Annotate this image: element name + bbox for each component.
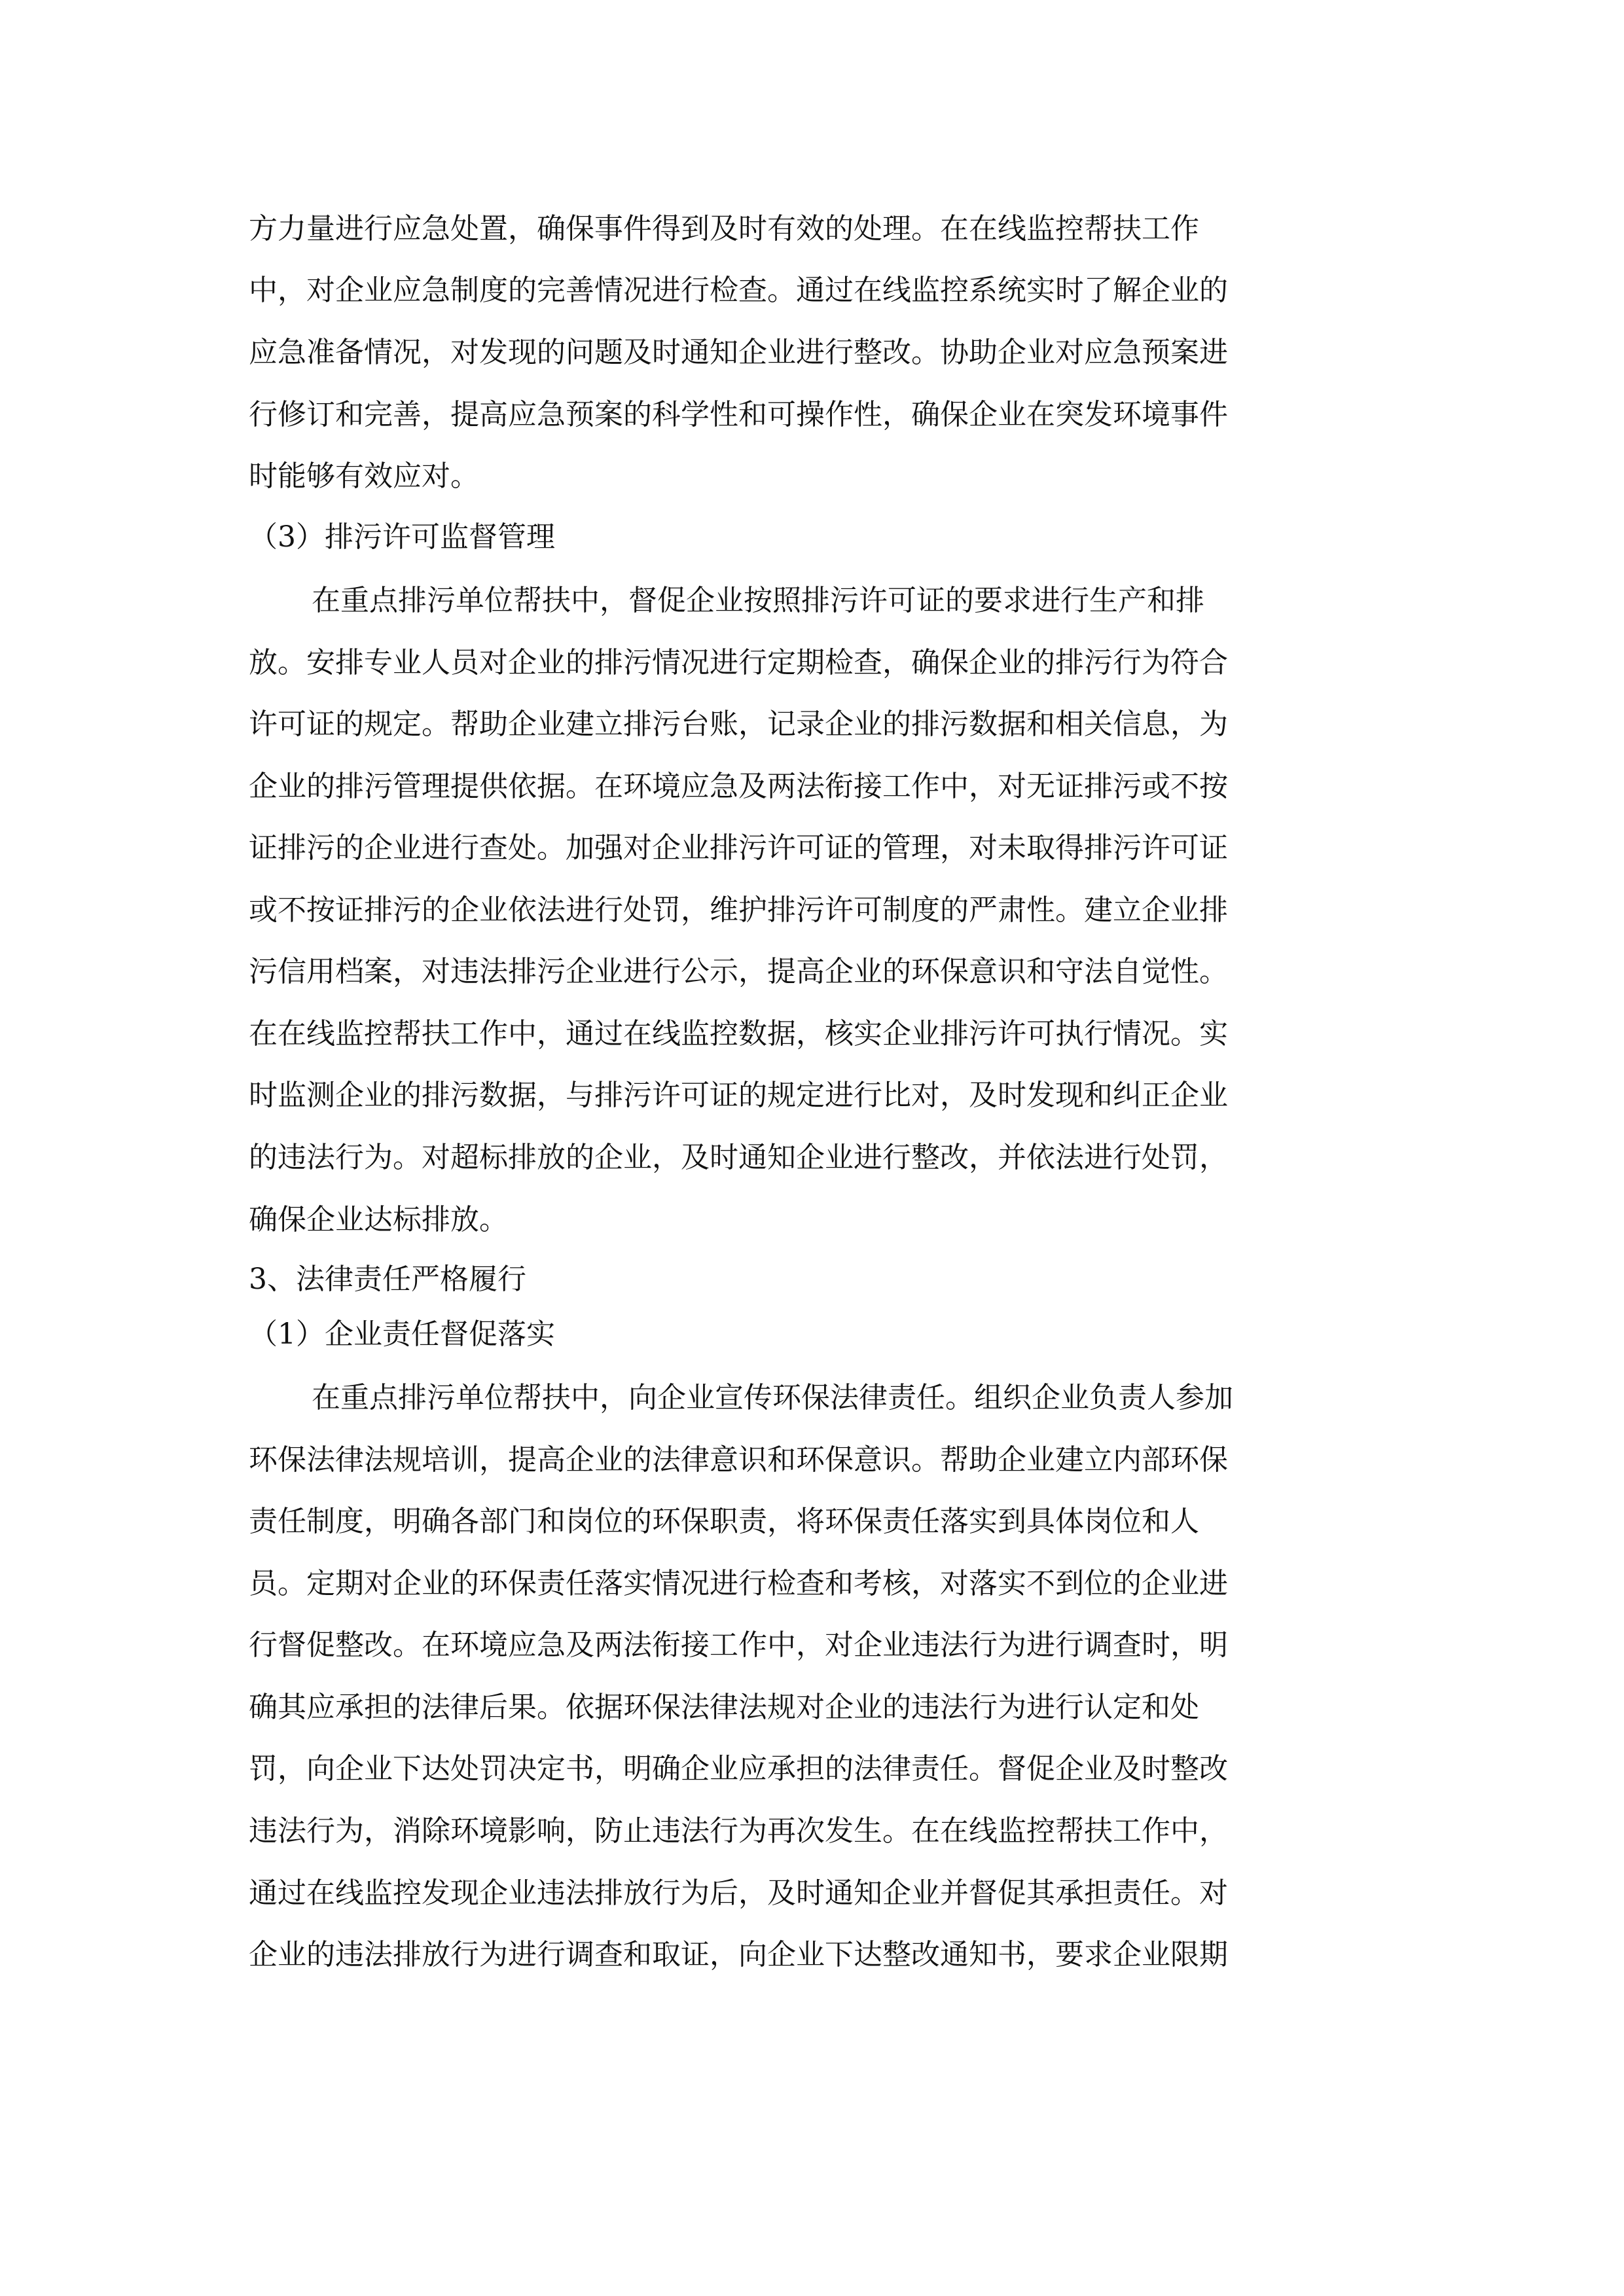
paragraph-line: 通过在线监控发现企业违法排放行为后，及时通知企业并督促其承担责任。对	[249, 1876, 1228, 1910]
paragraph-line: 许可证的规定。帮助企业建立排污台账，记录企业的排污数据和相关信息，为	[249, 708, 1228, 741]
paragraph-line: 或不按证排污的企业依法进行处罚，维护排污许可制度的严肃性。建立企业排	[249, 893, 1228, 927]
paragraph-line: 行修订和完善，提高应急预案的科学性和可操作性，确保企业在突发环境事件	[249, 398, 1228, 431]
paragraph-line: 在重点排污单位帮扶中，督促企业按照排污许可证的要求进行生产和排	[312, 584, 1204, 617]
paragraph-line: 罚，向企业下达处罚决定书，明确企业应承担的法律责任。督促企业及时整改	[249, 1752, 1228, 1785]
paragraph-line: 时监测企业的排污数据，与排污许可证的规定进行比对，及时发现和纠正企业	[249, 1079, 1228, 1112]
paragraph-line: 员。定期对企业的环保责任落实情况进行检查和考核，对落实不到位的企业进	[249, 1567, 1228, 1600]
paragraph-line: 环保法律法规培训，提高企业的法律意识和环保意识。帮助企业建立内部环保	[249, 1443, 1228, 1477]
paragraph-line: 方力量进行应急处置，确保事件得到及时有效的处理。在在线监控帮扶工作	[249, 212, 1199, 245]
paragraph-line: 企业的排污管理提供依据。在环境应急及两法衔接工作中，对无证排污或不按	[249, 770, 1228, 803]
paragraph-line: 责任制度，明确各部门和岗位的环保职责，将环保责任落实到具体岗位和人	[249, 1505, 1199, 1538]
paragraph-line: 在在线监控帮扶工作中，通过在线监控数据，核实企业排污许可执行情况。实	[249, 1017, 1228, 1050]
subsection-heading: （1）企业责任督促落实	[249, 1318, 555, 1351]
paragraph-line: 在重点排污单位帮扶中，向企业宣传环保法律责任。组织企业负责人参加	[312, 1381, 1233, 1414]
paragraph-line: 时能够有效应对。	[249, 459, 479, 493]
paragraph-line: 的违法行为。对超标排放的企业，及时通知企业进行整改，并依法进行处罚，	[249, 1141, 1228, 1174]
paragraph-line: 行督促整改。在环境应急及两法衔接工作中，对企业违法行为进行调查时，明	[249, 1628, 1228, 1662]
paragraph-line: 污信用档案，对违法排污企业进行公示，提高企业的环保意识和守法自觉性。	[249, 955, 1228, 988]
paragraph-line: 确保企业达标排放。	[249, 1203, 508, 1236]
paragraph-line: 确其应承担的法律后果。依据环保法律法规对企业的违法行为进行认定和处	[249, 1691, 1199, 1724]
paragraph-line: 放。安排专业人员对企业的排污情况进行定期检查，确保企业的排污行为符合	[249, 646, 1228, 679]
paragraph-line: 证排污的企业进行查处。加强对企业排污许可证的管理，对未取得排污许可证	[249, 831, 1228, 865]
paragraph-line: 应急准备情况，对发现的问题及时通知企业进行整改。协助企业对应急预案进	[249, 336, 1228, 369]
paragraph-line: 中，对企业应急制度的完善情况进行检查。通过在线监控系统实时了解企业的	[249, 274, 1228, 307]
section-heading: （3）排污许可监督管理	[249, 520, 555, 554]
section-heading: 3、法律责任严格履行	[249, 1263, 526, 1296]
paragraph-line: 企业的违法排放行为进行调查和取证，向企业下达整改通知书，要求企业限期	[249, 1938, 1228, 1971]
paragraph-line: 违法行为，消除环境影响，防止违法行为再次发生。在在线监控帮扶工作中，	[249, 1814, 1228, 1848]
